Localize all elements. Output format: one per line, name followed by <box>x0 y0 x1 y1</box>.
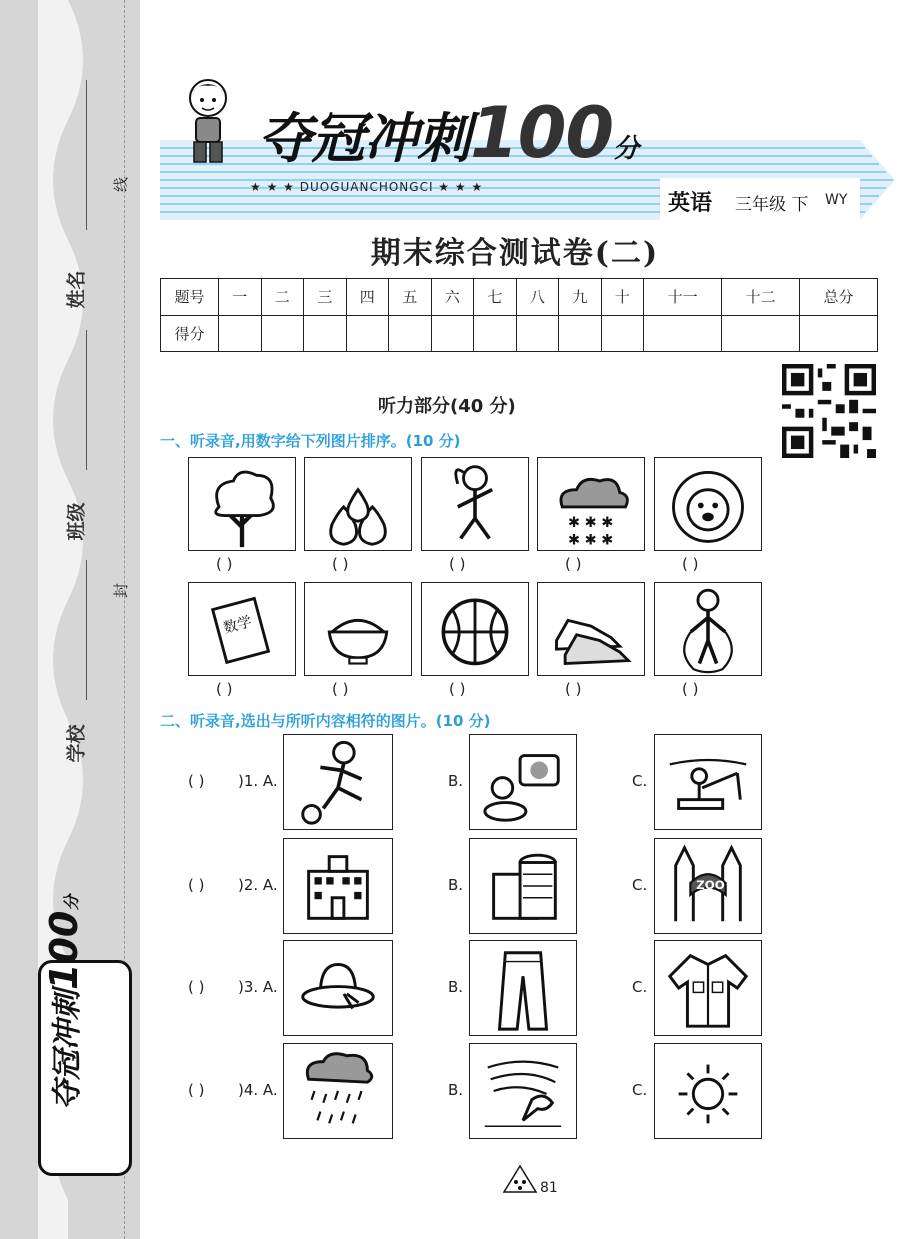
fishing-icon <box>655 735 761 829</box>
picture-box <box>188 457 296 551</box>
picture-box <box>304 457 412 551</box>
subject-label: 英语 <box>668 190 713 216</box>
rice-bowl-icon <box>305 583 411 675</box>
score-cell: 八 <box>516 279 559 316</box>
answer-parentheses[interactable]: ( ) <box>682 680 699 698</box>
score-cell: 四 <box>346 279 389 316</box>
lion-icon <box>655 458 761 550</box>
score-input-cell[interactable] <box>431 315 474 352</box>
listening-header: 听力部分(40 分) <box>378 396 516 417</box>
answer-parentheses[interactable]: ( ) <box>188 772 205 790</box>
school-building-icon <box>284 839 392 933</box>
picture-box <box>537 457 645 551</box>
score-input-cell[interactable] <box>474 315 517 352</box>
wind-icon <box>470 1044 576 1138</box>
option-b-label: B. <box>448 1081 464 1099</box>
answer-parentheses[interactable]: ( ) <box>216 555 233 573</box>
edition-label: WY <box>825 192 848 208</box>
picture-box <box>654 940 762 1036</box>
option-c-label: C. <box>632 978 648 996</box>
score-input-cell[interactable] <box>389 315 432 352</box>
answer-parentheses[interactable]: ( ) <box>188 1081 205 1099</box>
score-input-cell[interactable] <box>644 315 722 352</box>
basketball-icon <box>422 583 528 675</box>
school-line <box>86 560 87 700</box>
pears-icon <box>305 458 411 550</box>
answer-parentheses[interactable]: ( ) <box>332 680 349 698</box>
boy-mascot-icon <box>178 74 238 170</box>
score-table-header-row <box>161 279 878 316</box>
score-table-input-row <box>161 315 878 352</box>
svg-text:✱ ✱ ✱: ✱ ✱ ✱ <box>568 532 614 549</box>
girl-running-icon <box>422 458 528 550</box>
svg-text:数学: 数学 <box>221 614 254 638</box>
score-cell: 题号 <box>161 279 219 316</box>
answer-parentheses[interactable]: ( ) <box>449 555 466 573</box>
class-label: 班级 <box>65 502 88 541</box>
seal-char-xian: 线 <box>112 176 131 193</box>
score-cell: 十一 <box>644 279 722 316</box>
answer-parentheses[interactable]: ( ) <box>332 555 349 573</box>
pants-icon <box>470 941 576 1035</box>
picture-box <box>537 582 645 676</box>
question-number: )4. A. <box>238 1081 278 1099</box>
score-input-cell[interactable] <box>346 315 389 352</box>
section-1-title: 一、听录音,用数字给下列图片排序。(10 分) <box>160 432 461 450</box>
picture-box <box>283 734 393 830</box>
picture-box <box>469 838 577 934</box>
score-input-cell[interactable] <box>559 315 602 352</box>
question-number: )3. A. <box>238 978 278 996</box>
qr-code-icon[interactable] <box>782 364 876 458</box>
answer-parentheses[interactable]: ( ) <box>565 555 582 573</box>
score-cell: 三 <box>304 279 347 316</box>
supermarket-icon <box>470 839 576 933</box>
question-number: )2. A. <box>238 876 278 894</box>
picture-box <box>283 838 393 934</box>
score-input-cell[interactable] <box>261 315 304 352</box>
picture-box <box>421 457 529 551</box>
pineapple-icon <box>500 1162 540 1198</box>
option-b-label: B. <box>448 876 464 894</box>
score-input-cell[interactable] <box>516 315 559 352</box>
score-cell: 得分 <box>161 315 219 352</box>
picture-box <box>304 582 412 676</box>
score-cell: 十二 <box>722 279 800 316</box>
sidebar-logo: 夺冠冲刺100分 <box>18 960 128 1180</box>
answer-parentheses[interactable]: ( ) <box>682 555 699 573</box>
picture-box <box>654 1043 762 1139</box>
zoo-icon <box>655 839 761 933</box>
picture-box <box>283 940 393 1036</box>
answer-parentheses[interactable]: ( ) <box>449 680 466 698</box>
shirt-icon <box>655 941 761 1035</box>
boy-jump-rope-icon <box>655 583 761 675</box>
option-b-label: B. <box>448 772 464 790</box>
picture-box <box>469 940 577 1036</box>
page-number: 81 <box>540 1180 558 1196</box>
picture-box <box>654 838 762 934</box>
question-number: )1. A. <box>238 772 278 790</box>
score-table <box>160 278 878 352</box>
score-cell: 总分 <box>800 279 878 316</box>
name-label: 姓名 <box>65 270 88 309</box>
name-line <box>86 80 87 230</box>
school-label: 学校 <box>65 724 88 763</box>
sun-icon <box>655 1044 761 1138</box>
score-cell: 二 <box>261 279 304 316</box>
answer-parentheses[interactable]: ( ) <box>188 876 205 894</box>
answer-parentheses[interactable]: ( ) <box>188 978 205 996</box>
picture-box <box>421 582 529 676</box>
soccer-player-icon <box>284 735 392 829</box>
option-c-label: C. <box>632 1081 648 1099</box>
brand-title: 夺冠冲刺100分 <box>258 92 639 174</box>
snow-cloud-icon <box>538 458 644 550</box>
answer-parentheses[interactable]: ( ) <box>565 680 582 698</box>
rain-icon <box>284 1044 392 1138</box>
picture-box <box>654 457 762 551</box>
option-c-label: C. <box>632 772 648 790</box>
picture-box <box>469 1043 577 1139</box>
seal-char-feng: 封 <box>112 582 131 599</box>
brand-pinyin: ★ ★ ★ DUOGUANCHONGCI ★ ★ ★ <box>250 180 484 194</box>
sneakers-icon <box>538 583 644 675</box>
picture-box <box>188 582 296 676</box>
score-input-cell[interactable] <box>601 315 644 352</box>
hat-icon <box>284 941 392 1035</box>
tree-icon <box>189 458 295 550</box>
child-watching-tv-icon <box>470 735 576 829</box>
option-b-label: B. <box>448 978 464 996</box>
answer-parentheses[interactable]: ( ) <box>216 680 233 698</box>
class-line <box>86 330 87 470</box>
score-cell: 六 <box>431 279 474 316</box>
score-input-cell[interactable] <box>219 315 262 352</box>
picture-box <box>469 734 577 830</box>
score-input-cell[interactable] <box>722 315 800 352</box>
score-cell: 十 <box>601 279 644 316</box>
score-cell: 七 <box>474 279 517 316</box>
score-input-cell[interactable] <box>304 315 347 352</box>
score-cell: 九 <box>559 279 602 316</box>
exam-title: 期末综合测试卷(二) <box>370 236 660 271</box>
picture-box <box>654 582 762 676</box>
option-c-label: C. <box>632 876 648 894</box>
svg-text:✱ ✱ ✱: ✱ ✱ ✱ <box>568 515 614 531</box>
math-book-icon <box>189 583 295 675</box>
picture-box <box>283 1043 393 1139</box>
section-2-title: 二、听录音,选出与所听内容相符的图片。(10 分) <box>160 712 491 730</box>
svg-text:ZOO: ZOO <box>696 877 725 892</box>
grade-label: 三年级 下 <box>735 195 809 215</box>
picture-box <box>654 734 762 830</box>
score-input-cell[interactable] <box>800 315 878 352</box>
score-cell: 五 <box>389 279 432 316</box>
score-cell: 一 <box>219 279 262 316</box>
